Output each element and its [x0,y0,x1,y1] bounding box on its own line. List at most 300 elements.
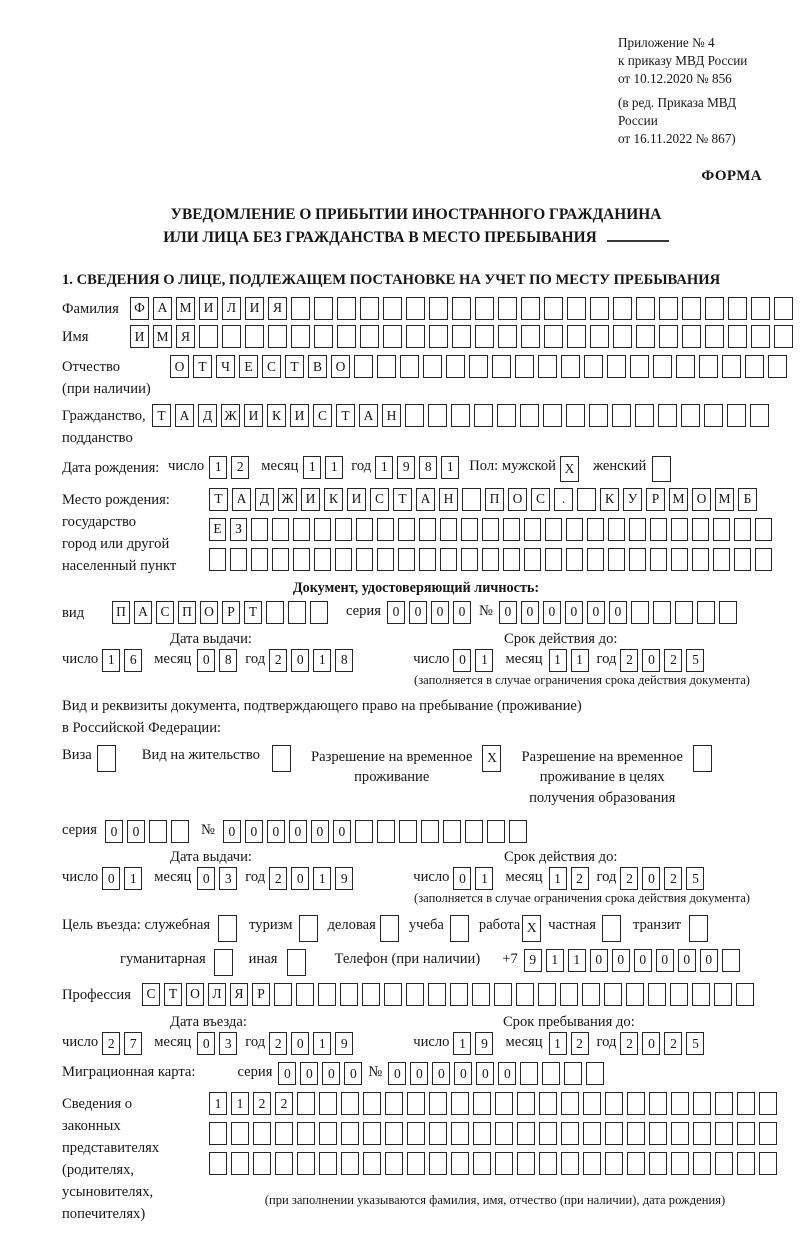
migration-card-number-cells-8[interactable] [542,1062,560,1085]
residence-expiry-year-cells-3[interactable]: 2 [664,867,682,890]
doc-type-cells-6[interactable]: Р [222,601,240,624]
firstname-cells-8[interactable] [291,325,310,348]
legal-rep-line1-cells-1[interactable]: 1 [209,1092,227,1115]
doc-type-cells-4[interactable]: П [178,601,196,624]
legal-rep-line3-cells-17[interactable] [561,1152,579,1175]
legal-rep-line1-cells-16[interactable] [539,1092,557,1115]
birthplace-line2-cells-15[interactable] [503,518,520,541]
phone-cells-10[interactable] [722,949,740,972]
birthplace-line1-cells-15[interactable]: С [531,488,550,511]
legal-rep-line1-cells-23[interactable] [693,1092,711,1115]
patronymic-cells-18[interactable] [561,355,580,378]
birthplace-line2-cells-4[interactable] [272,518,289,541]
citizenship-cells-25[interactable] [704,404,723,427]
residence-issue-month-cells-1[interactable]: 0 [197,867,215,890]
surname-cells-8[interactable] [291,297,310,320]
patronymic-cells-12[interactable] [423,355,442,378]
legal-rep-line2-cells-23[interactable] [693,1122,711,1145]
surname-cells-23[interactable] [636,297,655,320]
doc-number-cells-2[interactable]: 0 [521,601,539,624]
firstname-cells-1[interactable]: И [130,325,149,348]
patronymic-cells-14[interactable] [469,355,488,378]
birthplace-line2-cells-20[interactable] [608,518,625,541]
residence-number-cells-12[interactable] [465,820,483,843]
birthplace-line3-cells-21[interactable] [629,548,646,571]
surname-cells-26[interactable] [705,297,724,320]
patronymic-cells-17[interactable] [538,355,557,378]
birthplace-line2-cells-1[interactable]: Е [209,518,226,541]
migration-card-number-cells-5[interactable]: 0 [476,1062,494,1085]
purpose-humanitarian-checkbox-1[interactable] [214,949,233,976]
firstname-cells-11[interactable] [360,325,379,348]
surname-cells-20[interactable] [567,297,586,320]
purpose-other-checkbox-1[interactable] [287,949,306,976]
doc-series-cells-4[interactable]: 0 [453,601,471,624]
firstname-cells-9[interactable] [314,325,333,348]
birthplace-line3-cells-18[interactable] [566,548,583,571]
stay-until-year-cells-1[interactable]: 2 [620,1032,638,1055]
legal-rep-line2-cells-11[interactable] [429,1122,447,1145]
stay-until-year-cells-2[interactable]: 0 [642,1032,660,1055]
profession-cells-17[interactable] [494,983,512,1006]
migration-card-number-cells-1[interactable]: 0 [388,1062,406,1085]
doc-series-cells-1[interactable]: 0 [387,601,405,624]
legal-rep-line2-cells-8[interactable] [363,1122,381,1145]
patronymic-cells-19[interactable] [584,355,603,378]
entry-month-cells-2[interactable]: 3 [219,1032,237,1055]
legal-rep-line3-cells-10[interactable] [407,1152,425,1175]
birthplace-line3-cells-19[interactable] [587,548,604,571]
legal-rep-line1-cells-24[interactable] [715,1092,733,1115]
legal-rep-line3-cells-8[interactable] [363,1152,381,1175]
residence-issue-day-cells-1[interactable]: 0 [102,867,120,890]
legal-rep-line1-cells-6[interactable] [319,1092,337,1115]
birthplace-line1-cells-20[interactable]: Р [646,488,665,511]
legal-rep-line3-cells-24[interactable] [715,1152,733,1175]
legal-rep-line2-cells-5[interactable] [297,1122,315,1145]
residence-expiry-day-cells-1[interactable]: 0 [453,867,471,890]
residence-expiry-month-cells-2[interactable]: 2 [571,867,589,890]
birthplace-line2-cells-24[interactable] [692,518,709,541]
residence-number-cells-1[interactable]: 0 [223,820,241,843]
birthplace-line1-cells-8[interactable]: С [370,488,389,511]
birthplace-line3-cells-9[interactable] [377,548,394,571]
firstname-cells-28[interactable] [751,325,770,348]
surname-cells-14[interactable] [429,297,448,320]
birthplace-line1-cells-14[interactable]: О [508,488,527,511]
residence-series-cells-4[interactable] [171,820,189,843]
migration-card-number-cells-4[interactable]: 0 [454,1062,472,1085]
birthplace-line2-cells-10[interactable] [398,518,415,541]
citizenship-cells-23[interactable] [658,404,677,427]
firstname-cells-27[interactable] [728,325,747,348]
firstname-cells-20[interactable] [567,325,586,348]
birthplace-line3-cells-7[interactable] [335,548,352,571]
legal-rep-line1-cells-12[interactable] [451,1092,469,1115]
birth-year-cells-4[interactable]: 1 [441,456,459,479]
citizenship-cells-13[interactable] [428,404,447,427]
birthplace-line1-cells-17[interactable] [577,488,596,511]
profession-cells-24[interactable] [648,983,666,1006]
legal-rep-line2-cells-18[interactable] [583,1122,601,1145]
doc-series-cells-3[interactable]: 0 [431,601,449,624]
legal-rep-line3-cells-20[interactable] [627,1152,645,1175]
legal-rep-line2-cells-22[interactable] [671,1122,689,1145]
doc-type-cells-5[interactable]: О [200,601,218,624]
firstname-cells-23[interactable] [636,325,655,348]
doc-type-cells-7[interactable]: Т [244,601,262,624]
legal-rep-line3-cells-19[interactable] [605,1152,623,1175]
legal-rep-line2-cells-16[interactable] [539,1122,557,1145]
firstname-cells-25[interactable] [682,325,701,348]
profession-cells-25[interactable] [670,983,688,1006]
residence-issue-month-cells-2[interactable]: 3 [219,867,237,890]
profession-cells-15[interactable] [450,983,468,1006]
firstname-cells-6[interactable] [245,325,264,348]
profession-cells-4[interactable]: Л [208,983,226,1006]
residence-number-cells-10[interactable] [421,820,439,843]
phone-cells-2[interactable]: 1 [546,949,564,972]
legal-rep-line3-cells-13[interactable] [473,1152,491,1175]
residence-number-cells-5[interactable]: 0 [311,820,329,843]
residence-number-cells-2[interactable]: 0 [245,820,263,843]
surname-cells-12[interactable] [383,297,402,320]
patronymic-cells-26[interactable] [745,355,764,378]
patronymic-cells-24[interactable] [699,355,718,378]
profession-cells-20[interactable] [560,983,578,1006]
birthplace-line3-cells-25[interactable] [713,548,730,571]
legal-rep-line3-cells-2[interactable] [231,1152,249,1175]
residence-number-cells-6[interactable]: 0 [333,820,351,843]
legal-rep-line3-cells-9[interactable] [385,1152,403,1175]
citizenship-cells-7[interactable]: И [290,404,309,427]
profession-cells-3[interactable]: О [186,983,204,1006]
entry-year-cells-4[interactable]: 9 [335,1032,353,1055]
birthplace-line3-cells-26[interactable] [734,548,751,571]
doc-issue-month-cells-2[interactable]: 8 [219,649,237,672]
birth-year-cells-2[interactable]: 9 [397,456,415,479]
doc-expiry-year-cells-1[interactable]: 2 [620,649,638,672]
doc-number-cells-4[interactable]: 0 [565,601,583,624]
surname-cells-10[interactable] [337,297,356,320]
birthplace-line2-cells-18[interactable] [566,518,583,541]
legal-rep-line2-cells-21[interactable] [649,1122,667,1145]
citizenship-cells-18[interactable] [543,404,562,427]
birthplace-line2-cells-17[interactable] [545,518,562,541]
profession-cells-22[interactable] [604,983,622,1006]
migration-card-number-cells-7[interactable] [520,1062,538,1085]
legal-rep-line1-cells-21[interactable] [649,1092,667,1115]
patronymic-cells-3[interactable]: Ч [216,355,235,378]
visa-checkbox-1[interactable] [97,745,116,772]
doc-type-cells-8[interactable] [266,601,284,624]
doc-expiry-month-cells-1[interactable]: 1 [549,649,567,672]
patronymic-cells-4[interactable]: Е [239,355,258,378]
legal-rep-line1-cells-7[interactable] [341,1092,359,1115]
birthplace-line2-cells-14[interactable] [482,518,499,541]
migration-card-series-cells-4[interactable]: 0 [344,1062,362,1085]
doc-number-cells-3[interactable]: 0 [543,601,561,624]
profession-cells-9[interactable] [318,983,336,1006]
residence-expiry-month-cells-1[interactable]: 1 [549,867,567,890]
birthplace-line2-cells-12[interactable] [440,518,457,541]
phone-cells-1[interactable]: 9 [524,949,542,972]
surname-cells-17[interactable] [498,297,517,320]
surname-cells-25[interactable] [682,297,701,320]
doc-type-cells-2[interactable]: А [134,601,152,624]
legal-rep-line3-cells-15[interactable] [517,1152,535,1175]
doc-type-cells-3[interactable]: С [156,601,174,624]
birth-year-cells-1[interactable]: 1 [375,456,393,479]
citizenship-cells-6[interactable]: К [267,404,286,427]
surname-cells-9[interactable] [314,297,333,320]
citizenship-cells-3[interactable]: Д [198,404,217,427]
legal-rep-line2-cells-20[interactable] [627,1122,645,1145]
doc-issue-month-cells-1[interactable]: 0 [197,649,215,672]
birthplace-line1-cells-18[interactable]: К [600,488,619,511]
legal-rep-line2-cells-19[interactable] [605,1122,623,1145]
legal-rep-line2-cells-25[interactable] [737,1122,755,1145]
citizenship-cells-1[interactable]: Т [152,404,171,427]
legal-rep-line1-cells-19[interactable] [605,1092,623,1115]
birthplace-line1-cells-5[interactable]: И [301,488,320,511]
legal-rep-line2-cells-14[interactable] [495,1122,513,1145]
doc-issue-year-cells-2[interactable]: 0 [291,649,309,672]
legal-rep-line1-cells-26[interactable] [759,1092,777,1115]
firstname-cells-13[interactable] [406,325,425,348]
entry-month-cells-1[interactable]: 0 [197,1032,215,1055]
residence-expiry-year-cells-2[interactable]: 0 [642,867,660,890]
stay-until-year-cells-4[interactable]: 5 [686,1032,704,1055]
patronymic-cells-1[interactable]: О [170,355,189,378]
patronymic-cells-20[interactable] [607,355,626,378]
citizenship-cells-22[interactable] [635,404,654,427]
surname-cells-3[interactable]: М [176,297,195,320]
legal-rep-line2-cells-13[interactable] [473,1122,491,1145]
legal-rep-line3-cells-25[interactable] [737,1152,755,1175]
sex-female-checkbox-1[interactable] [652,456,671,482]
legal-rep-line1-cells-10[interactable] [407,1092,425,1115]
surname-cells-4[interactable]: И [199,297,218,320]
purpose-tourism-checkbox-1[interactable] [299,915,318,942]
legal-rep-line2-cells-4[interactable] [275,1122,293,1145]
profession-cells-6[interactable]: Р [252,983,270,1006]
birthplace-line3-cells-6[interactable] [314,548,331,571]
birth-month-cells-1[interactable]: 1 [303,456,321,479]
legal-rep-line3-cells-4[interactable] [275,1152,293,1175]
firstname-cells-10[interactable] [337,325,356,348]
profession-cells-14[interactable] [428,983,446,1006]
surname-cells-24[interactable] [659,297,678,320]
migration-card-number-cells-3[interactable]: 0 [432,1062,450,1085]
firstname-cells-22[interactable] [613,325,632,348]
birth-year-cells-3[interactable]: 8 [419,456,437,479]
citizenship-cells-26[interactable] [727,404,746,427]
residence-issue-year-cells-2[interactable]: 0 [291,867,309,890]
residence-number-cells-7[interactable] [355,820,373,843]
firstname-cells-4[interactable] [199,325,218,348]
citizenship-cells-9[interactable]: Т [336,404,355,427]
birthplace-line3-cells-22[interactable] [650,548,667,571]
birth-month-cells-2[interactable]: 1 [325,456,343,479]
residence-series-cells-1[interactable]: 0 [105,820,123,843]
citizenship-cells-20[interactable] [589,404,608,427]
migration-card-number-cells-9[interactable] [564,1062,582,1085]
patronymic-cells-21[interactable] [630,355,649,378]
birthplace-line2-cells-23[interactable] [671,518,688,541]
surname-cells-7[interactable]: Я [268,297,287,320]
patronymic-cells-16[interactable] [515,355,534,378]
legal-rep-line2-cells-26[interactable] [759,1122,777,1145]
citizenship-cells-10[interactable]: А [359,404,378,427]
citizenship-cells-15[interactable] [474,404,493,427]
birthplace-line3-cells-14[interactable] [482,548,499,571]
legal-rep-line2-cells-17[interactable] [561,1122,579,1145]
migration-card-number-cells-2[interactable]: 0 [410,1062,428,1085]
birthplace-line1-cells-12[interactable] [462,488,481,511]
profession-cells-18[interactable] [516,983,534,1006]
doc-number-cells-11[interactable] [719,601,737,624]
profession-cells-11[interactable] [362,983,380,1006]
birthplace-line1-cells-4[interactable]: Ж [278,488,297,511]
birthplace-line1-cells-23[interactable]: М [715,488,734,511]
legal-rep-line3-cells-11[interactable] [429,1152,447,1175]
legal-rep-line2-cells-3[interactable] [253,1122,271,1145]
firstname-cells-2[interactable]: М [153,325,172,348]
entry-year-cells-2[interactable]: 0 [291,1032,309,1055]
patronymic-cells-25[interactable] [722,355,741,378]
birthplace-line3-cells-12[interactable] [440,548,457,571]
surname-cells-6[interactable]: И [245,297,264,320]
patronymic-cells-8[interactable]: О [331,355,350,378]
surname-cells-1[interactable]: Ф [130,297,149,320]
legal-rep-line1-cells-11[interactable] [429,1092,447,1115]
citizenship-cells-5[interactable]: И [244,404,263,427]
birthplace-line1-cells-11[interactable]: Н [439,488,458,511]
doc-number-cells-10[interactable] [697,601,715,624]
birthplace-line3-cells-4[interactable] [272,548,289,571]
birthplace-line2-cells-13[interactable] [461,518,478,541]
legal-rep-line3-cells-16[interactable] [539,1152,557,1175]
migration-card-series-cells-2[interactable]: 0 [300,1062,318,1085]
stay-until-year-cells-3[interactable]: 2 [664,1032,682,1055]
legal-rep-line3-cells-23[interactable] [693,1152,711,1175]
doc-type-cells-9[interactable] [288,601,306,624]
stay-until-day-cells-1[interactable]: 1 [453,1032,471,1055]
doc-type-cells-10[interactable] [310,601,328,624]
patronymic-cells-9[interactable] [354,355,373,378]
legal-rep-line2-cells-12[interactable] [451,1122,469,1145]
doc-issue-day-cells-2[interactable]: 6 [124,649,142,672]
birthplace-line2-cells-5[interactable] [293,518,310,541]
legal-rep-line1-cells-9[interactable] [385,1092,403,1115]
legal-rep-line2-cells-2[interactable] [231,1122,249,1145]
citizenship-cells-12[interactable] [405,404,424,427]
temp-residence-checkbox-1[interactable]: X [482,745,501,772]
citizenship-cells-8[interactable]: С [313,404,332,427]
birthplace-line3-cells-11[interactable] [419,548,436,571]
patronymic-cells-11[interactable] [400,355,419,378]
doc-series-cells-2[interactable]: 0 [409,601,427,624]
patronymic-cells-27[interactable] [768,355,787,378]
legal-rep-line3-cells-22[interactable] [671,1152,689,1175]
residence-number-cells-4[interactable]: 0 [289,820,307,843]
doc-issue-year-cells-3[interactable]: 1 [313,649,331,672]
legal-rep-line3-cells-7[interactable] [341,1152,359,1175]
patronymic-cells-15[interactable] [492,355,511,378]
legal-rep-line3-cells-3[interactable] [253,1152,271,1175]
legal-rep-line3-cells-14[interactable] [495,1152,513,1175]
legal-rep-line1-cells-20[interactable] [627,1092,645,1115]
legal-rep-line1-cells-15[interactable] [517,1092,535,1115]
legal-rep-line1-cells-17[interactable] [561,1092,579,1115]
legal-rep-line1-cells-25[interactable] [737,1092,755,1115]
birthplace-line2-cells-7[interactable] [335,518,352,541]
birthplace-line3-cells-8[interactable] [356,548,373,571]
patronymic-cells-6[interactable]: Т [285,355,304,378]
legal-rep-line2-cells-6[interactable] [319,1122,337,1145]
birth-day-cells-1[interactable]: 1 [209,456,227,479]
firstname-cells-14[interactable] [429,325,448,348]
doc-issue-year-cells-1[interactable]: 2 [269,649,287,672]
firstname-cells-29[interactable] [774,325,793,348]
purpose-transit-checkbox-1[interactable] [689,915,708,942]
citizenship-cells-16[interactable] [497,404,516,427]
birthplace-line1-cells-6[interactable]: К [324,488,343,511]
birthplace-line2-cells-16[interactable] [524,518,541,541]
birthplace-line1-cells-7[interactable]: И [347,488,366,511]
legal-rep-line3-cells-6[interactable] [319,1152,337,1175]
citizenship-cells-19[interactable] [566,404,585,427]
legal-rep-line1-cells-4[interactable]: 2 [275,1092,293,1115]
birthplace-line2-cells-27[interactable] [755,518,772,541]
profession-cells-19[interactable] [538,983,556,1006]
doc-number-cells-1[interactable]: 0 [499,601,517,624]
birthplace-line3-cells-27[interactable] [755,548,772,571]
surname-cells-18[interactable] [521,297,540,320]
profession-cells-26[interactable] [692,983,710,1006]
residence-series-cells-2[interactable]: 0 [127,820,145,843]
birthplace-line2-cells-26[interactable] [734,518,751,541]
legal-rep-line2-cells-1[interactable] [209,1122,227,1145]
residence-number-cells-8[interactable] [377,820,395,843]
birthplace-line1-cells-24[interactable]: Б [738,488,757,511]
surname-cells-21[interactable] [590,297,609,320]
profession-cells-8[interactable] [296,983,314,1006]
migration-card-number-cells-10[interactable] [586,1062,604,1085]
phone-cells-5[interactable]: 0 [612,949,630,972]
entry-day-cells-1[interactable]: 2 [102,1032,120,1055]
profession-cells-21[interactable] [582,983,600,1006]
birthplace-line2-cells-9[interactable] [377,518,394,541]
legal-rep-line3-cells-1[interactable] [209,1152,227,1175]
surname-cells-28[interactable] [751,297,770,320]
phone-cells-7[interactable]: 0 [656,949,674,972]
legal-rep-line1-cells-18[interactable] [583,1092,601,1115]
birthplace-line2-cells-25[interactable] [713,518,730,541]
stay-until-month-cells-1[interactable]: 1 [549,1032,567,1055]
doc-number-cells-9[interactable] [675,601,693,624]
doc-expiry-year-cells-2[interactable]: 0 [642,649,660,672]
citizenship-cells-21[interactable] [612,404,631,427]
doc-expiry-day-cells-2[interactable]: 1 [475,649,493,672]
residence-number-cells-14[interactable] [509,820,527,843]
doc-expiry-year-cells-3[interactable]: 2 [664,649,682,672]
firstname-cells-24[interactable] [659,325,678,348]
doc-expiry-month-cells-2[interactable]: 1 [571,649,589,672]
surname-cells-11[interactable] [360,297,379,320]
citizenship-cells-24[interactable] [681,404,700,427]
